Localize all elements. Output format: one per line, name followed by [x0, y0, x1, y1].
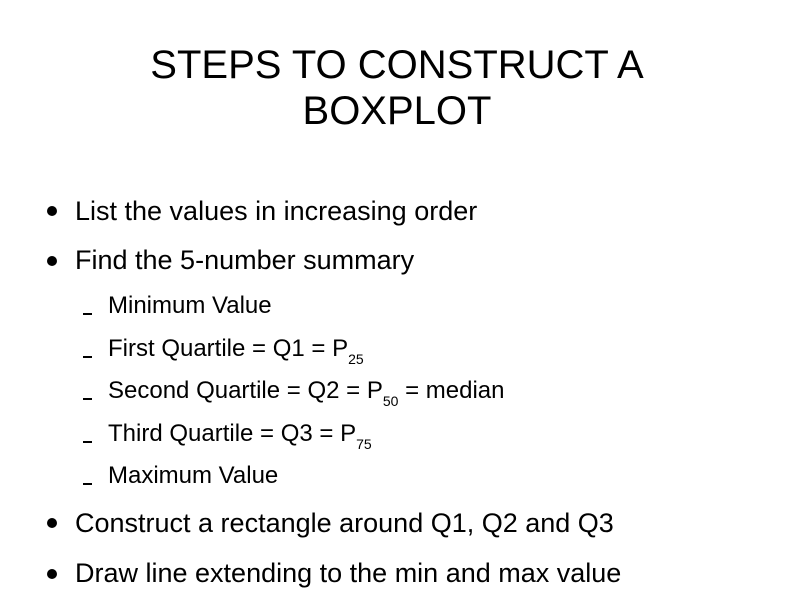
- sub-item-suffix: = median: [398, 377, 505, 404]
- dash-bullet-icon: [83, 398, 92, 400]
- slide-title: STEPS TO CONSTRUCT A BOXPLOT: [150, 43, 644, 133]
- dash-bullet-icon: [83, 483, 92, 485]
- sub-item-text: Maximum Value: [108, 462, 279, 489]
- bullet-dot-icon: [47, 256, 57, 266]
- subscript: 75: [356, 436, 372, 452]
- bullet-text: Draw line extending to the min and max value: [75, 558, 622, 588]
- sub-item-text: [108, 335, 364, 365]
- sub-item-text: Minimum Value: [108, 292, 272, 319]
- subscript: 25: [348, 351, 364, 367]
- bullet-text: List the values in increasing order: [75, 196, 478, 226]
- dash-bullet-icon: [83, 441, 92, 443]
- sub-item-main-text: Second Quartile = Q2 = P: [108, 377, 383, 404]
- dash-bullet-icon: [83, 356, 92, 358]
- sub-item-text: [108, 420, 372, 450]
- bullet-text: Find the 5-number summary: [75, 245, 415, 275]
- bullet-dot-icon: [47, 206, 57, 216]
- sub-item-main-text: First Quartile = Q1 = P: [108, 335, 349, 362]
- bullet-dot-icon: [47, 518, 57, 528]
- bullet-text: Construct a rectangle around Q1, Q2 and Q3: [75, 508, 614, 538]
- dash-bullet-icon: [83, 313, 92, 315]
- subscript: 50: [382, 393, 399, 409]
- sub-item-text: [108, 377, 504, 407]
- bullet-dot-icon: [47, 569, 57, 579]
- sub-item-main-text: Third Quartile = Q3 = P: [108, 420, 357, 447]
